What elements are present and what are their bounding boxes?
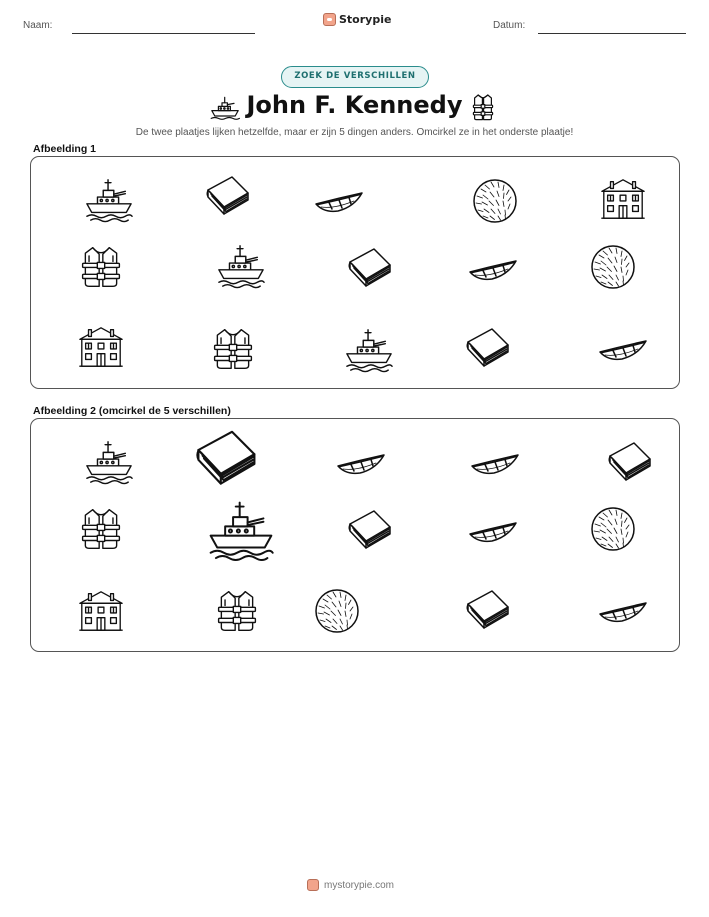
picture2-label: Afbeelding 2 (omcirkel de 5 verschillen): [33, 405, 231, 417]
footer-url[interactable]: mystorypie.com: [324, 879, 395, 891]
book-icon[interactable]: [604, 436, 654, 486]
coconut-icon[interactable]: [312, 586, 362, 636]
book-icon: [202, 170, 252, 220]
book-icon[interactable]: [190, 422, 260, 492]
canoe-icon[interactable]: [468, 506, 518, 556]
ship-icon: [345, 325, 393, 373]
life-vest-icon: [468, 92, 498, 122]
life-vest-icon[interactable]: [214, 588, 260, 634]
name-field-line[interactable]: [72, 33, 255, 34]
storypie-logo-icon: [323, 13, 336, 26]
activity-badge: ZOEK DE VERSCHILLEN: [281, 66, 429, 88]
ship-icon: [85, 175, 133, 223]
canoe-icon[interactable]: [470, 438, 520, 488]
canoe-icon: [468, 244, 518, 294]
picture1-panel: [30, 156, 680, 389]
book-icon: [344, 242, 394, 292]
coconut-icon: [588, 242, 638, 292]
life-vest-icon: [78, 244, 124, 290]
brand-logo: [323, 13, 391, 26]
canoe-icon[interactable]: [336, 438, 386, 488]
footer: [307, 879, 394, 891]
canoe-icon: [598, 324, 648, 374]
name-label: Naam:: [23, 20, 53, 31]
instructions: De twee plaatjes lijken hetzelfde, maar er zijn 5 dingen anders. Omcirkel ze in het onderste plaatje!: [135, 127, 574, 138]
ship-icon[interactable]: [208, 496, 274, 562]
picture2-panel[interactable]: [30, 418, 680, 652]
book-icon[interactable]: [344, 504, 394, 554]
coconut-icon[interactable]: [588, 504, 638, 554]
page-title: John F. Kennedy: [246, 91, 463, 119]
date-field-line[interactable]: [538, 33, 686, 34]
book-icon: [462, 322, 512, 372]
storypie-logo-icon: [307, 879, 319, 891]
picture1-label: Afbeelding 1: [33, 143, 97, 155]
book-icon[interactable]: [462, 584, 512, 634]
house-icon: [599, 175, 647, 223]
house-icon[interactable]: [77, 587, 125, 635]
canoe-icon: [314, 176, 364, 226]
house-icon: [77, 323, 125, 371]
life-vest-icon: [210, 326, 256, 372]
date-label: Datum:: [493, 20, 526, 31]
coconut-icon: [470, 176, 520, 226]
ship-icon: [217, 241, 265, 289]
ship-icon[interactable]: [85, 437, 133, 485]
brand-name: Storypie: [339, 13, 392, 26]
life-vest-icon[interactable]: [78, 506, 124, 552]
canoe-icon[interactable]: [598, 586, 648, 636]
